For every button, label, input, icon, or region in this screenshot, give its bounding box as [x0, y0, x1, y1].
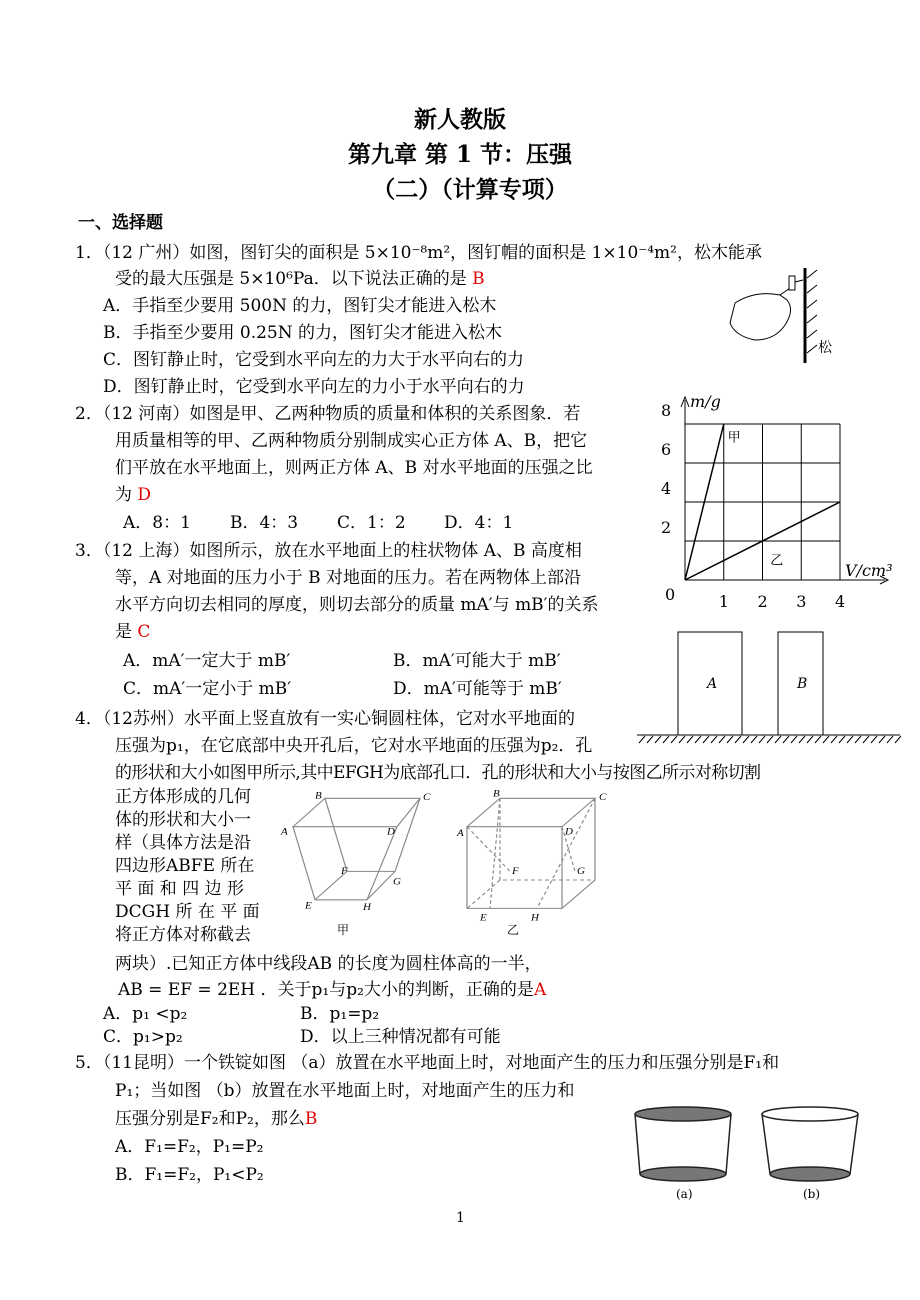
- vertex-label: A: [457, 828, 464, 839]
- x-tick-label: 3: [796, 592, 807, 611]
- q2-line-2: 用质量相等的甲、乙两种物质分别制成实心正方体 A、B，把它: [115, 431, 588, 451]
- block-a-label: A: [707, 676, 718, 692]
- q3-line-4: 是 C: [115, 622, 151, 642]
- q5-answer: B: [304, 1109, 318, 1129]
- q2-option: A．8：1: [123, 513, 191, 533]
- mass-volume-chart: [650, 385, 910, 620]
- q5-option: B．F₁=F₂，P₁<P₂: [115, 1165, 264, 1185]
- q4-line-3: 的形状和大小如图甲所示,其中EFGH为底部孔口．孔的形状和大小与按图乙所示对称切割: [115, 763, 761, 783]
- page-number: 1: [456, 1210, 465, 1226]
- q5-line-3: 压强分别是F₂和P₂，那么B: [115, 1109, 318, 1129]
- ingot-figures: [628, 1104, 868, 1204]
- q4-side-line: DCGH 所 在 平 面: [115, 902, 260, 922]
- vertex-label: D: [387, 827, 395, 838]
- figure-caption: (b): [803, 1187, 821, 1201]
- figure-caption: 甲: [337, 923, 350, 937]
- doc-title-2: 第九章 第 1 节：压强: [347, 141, 573, 168]
- vertex-label: F: [341, 866, 348, 877]
- vertex-label: B: [315, 790, 322, 802]
- y-tick-label: 8: [661, 401, 672, 420]
- vertex-label: B: [493, 789, 500, 800]
- q1-option: D．图钉静止时，它受到水平向左的力小于水平向右的力: [103, 377, 525, 397]
- q4-option: C．p₁>p₂: [103, 1027, 183, 1047]
- x-tick-label: 4: [835, 592, 846, 611]
- cube-figures: [275, 788, 620, 948]
- x-axis-label: V/cm³: [845, 561, 893, 580]
- q4-option: A．p₁ <p₂: [103, 1004, 188, 1024]
- q4-side-line: 将正方体对称截去: [115, 925, 251, 945]
- q2-option: D．4：1: [444, 513, 514, 533]
- y-axis-label: m/g: [690, 392, 721, 411]
- q4-side-line: 正方体形成的几何: [115, 787, 251, 807]
- q1-option: C．图钉静止时，它受到水平向左的力大于水平向右的力: [103, 350, 525, 370]
- q3-option: D．mA′可能等于 mB′: [393, 679, 562, 699]
- vertex-label: G: [393, 876, 401, 888]
- q4-side-line: 平 面 和 四 边 形: [115, 879, 245, 899]
- q2-line-3: 们平放在水平地面上，则两正方体 A、B 对水平地面的压强之比: [115, 458, 593, 478]
- series-label: 乙: [770, 553, 784, 569]
- vertex-label: H: [363, 902, 371, 913]
- q2-option: C．1：2: [337, 513, 406, 533]
- q1-answer: B: [472, 269, 485, 289]
- q1-line-2: 受的最大压强是 5×10⁶Pa．以下说法正确的是 B: [115, 269, 485, 289]
- q3-line-3: 水平方向切去相同的厚度，则切去部分的质量 mA′与 mB′的关系: [115, 595, 599, 615]
- vertex-label: G: [577, 866, 585, 877]
- y-tick-label: 2: [661, 518, 672, 537]
- vertex-label: A: [281, 827, 288, 838]
- vertex-label: F: [512, 866, 519, 877]
- y-tick-label: 4: [661, 479, 672, 498]
- series-label: 甲: [727, 430, 741, 446]
- q4-option: D．以上三种情况都有可能: [300, 1027, 501, 1047]
- vertex-label: D: [565, 827, 573, 838]
- vertex-label: E: [480, 913, 487, 924]
- blocks-figure: [635, 628, 905, 748]
- figure-caption: 乙: [507, 923, 520, 937]
- q3-line-2: 等，A 对地面的压力小于 B 对地面的压力。若在两物体上部沿: [115, 568, 581, 588]
- q4-answer: A: [533, 980, 547, 1000]
- q3-option: A．mA′一定大于 mB′: [123, 651, 291, 671]
- q2-answer: D: [137, 485, 152, 505]
- vertex-label: H: [531, 913, 539, 924]
- q4-side-line: 体的形状和大小一: [115, 810, 251, 830]
- figure-caption: (a): [676, 1187, 693, 1201]
- x-tick-label: 1: [718, 592, 729, 611]
- q1-option: A．手指至少要用 500N 的力，图钉尖才能进入松木: [103, 296, 497, 316]
- q3-option: B．mA′可能大于 mB′: [393, 651, 561, 671]
- q4-line-2: 压强为p₁，在它底部中央开孔后，它对水平地面的压强为p₂．孔: [115, 736, 593, 756]
- q2-option: B．4：3: [230, 513, 299, 533]
- q2-line-4: 为 D: [115, 485, 152, 505]
- q4-line-1: 4．（12苏州）水平面上竖直放有一实心铜圆柱体，它对水平地面的: [75, 709, 575, 729]
- q5-line-1: 5．（11昆明）一个铁锭如图 （a）放置在水平地面上时，对地面产生的压力和压强分别是F₁和: [75, 1053, 780, 1073]
- q4-side-line: 样（具体方法是沿: [115, 833, 251, 853]
- block-b-label: B: [797, 676, 808, 692]
- doc-title-3: （二）（计算专项）: [372, 176, 568, 203]
- q3-option: C．mA′一定小于 mB′: [123, 679, 292, 699]
- q4-side-line: 四边形ABFE 所在: [115, 856, 255, 876]
- q5-line-2: P₁；当如图 （b）放置在水平地面上时，对地面产生的压力和: [115, 1081, 575, 1101]
- origin-label: 0: [665, 585, 676, 604]
- q4-option: B．p₁=p₂: [300, 1004, 380, 1024]
- q4-line-after: 两块）.已知正方体中线段AB 的长度为圆柱体高的一半，: [115, 954, 542, 974]
- wood-label: 松: [818, 340, 832, 356]
- vertex-label: C: [599, 792, 607, 803]
- q5-option: A．F₁=F₂，P₁=P₂: [115, 1137, 264, 1157]
- thumbtack-figure: [725, 268, 855, 368]
- q3-answer: C: [137, 622, 151, 642]
- doc-title-1: 新人教版: [414, 106, 506, 133]
- q2-line-1: 2．（12 河南）如图是甲、乙两种物质的质量和体积的关系图象．若: [75, 404, 581, 424]
- q1-option: B．手指至少要用 0.25N 的力，图钉尖才能进入松木: [103, 323, 503, 343]
- q1-line-1: 1．（12 广州）如图，图钉尖的面积是 5×10⁻⁸m²，图钉帽的面积是 1×10⁻⁴m²，松木能承: [75, 243, 762, 263]
- section-heading: 一、选择题: [78, 213, 163, 233]
- vertex-label: C: [423, 792, 431, 803]
- q3-line-1: 3．（12 上海）如图所示，放在水平地面上的柱状物体 A、B 高度相: [75, 541, 582, 561]
- vertex-label: E: [305, 901, 312, 912]
- q4-equation-line: AB = EF = 2EH ．关于p₁与p₂大小的判断，正确的是A: [118, 980, 547, 1000]
- y-tick-label: 6: [661, 440, 672, 459]
- x-tick-label: 2: [757, 592, 768, 611]
